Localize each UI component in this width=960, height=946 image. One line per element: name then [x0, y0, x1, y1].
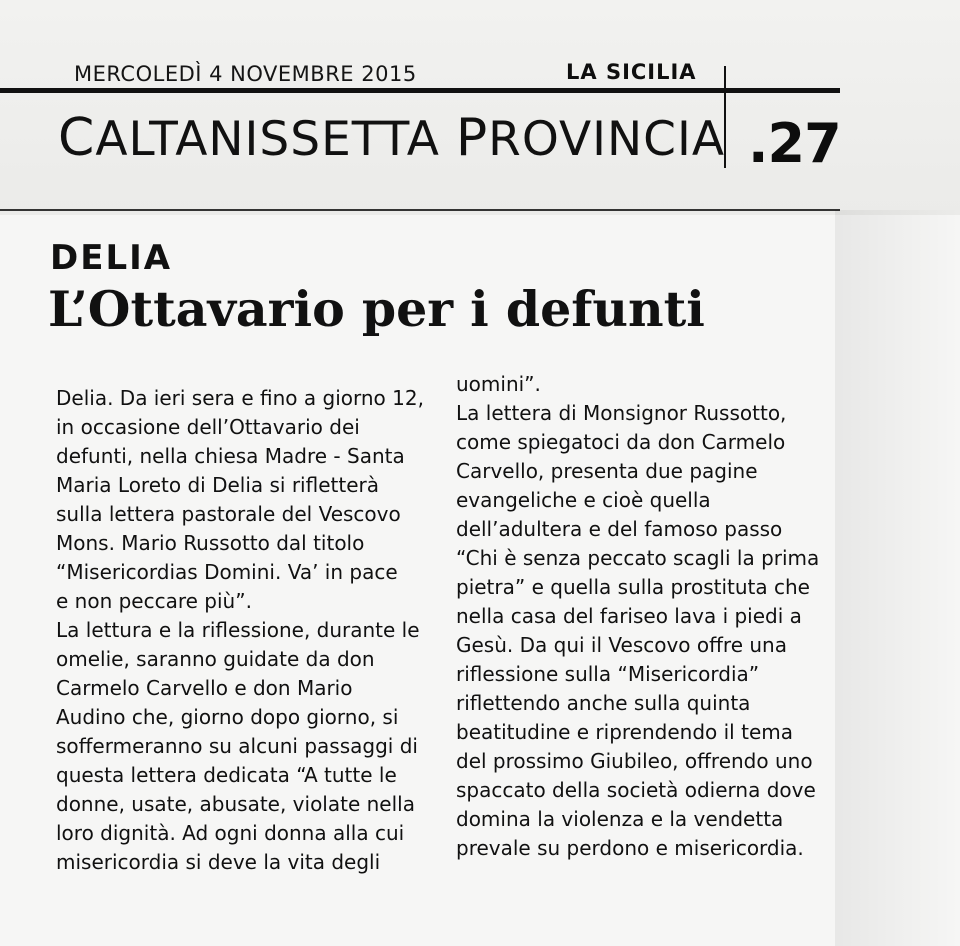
column-line: Gesù. Da qui il Vescovo offre una — [456, 633, 787, 657]
column-line: “Misericordias Domini. Va’ in pace — [56, 560, 398, 584]
page-edge-shadow — [835, 210, 960, 946]
newspaper-name: LA SICILIA — [566, 60, 697, 84]
column-line: prevale su perdono e misericordia. — [456, 836, 804, 860]
column-line: misericordia si deve la vita degli — [56, 850, 381, 874]
column-line: sulla lettera pastorale del Vescovo — [56, 502, 401, 526]
column-line: uomini”. — [456, 372, 541, 396]
column-line: soffermeranno su alcuni passaggi di — [56, 734, 418, 758]
section-rule — [0, 209, 840, 211]
column-line: questa lettera dedicata “A tutte le — [56, 763, 397, 787]
column-line: pietra” e quella sulla prostituta che — [456, 575, 810, 599]
section-title-part1: ALTANISSETTA — [95, 112, 456, 167]
column-line: donne, usate, abusate, violate nella — [56, 792, 415, 816]
column-line: in occasione dell’Ottavario dei — [56, 415, 360, 439]
column-line: del prossimo Giubileo, offrendo uno — [456, 749, 813, 773]
column-line: Carvello, presenta due pagine — [456, 459, 758, 483]
column-line: evangeliche e cioè quella — [456, 488, 711, 512]
section-title-initial-p: P — [455, 108, 489, 168]
column-line: e non peccare più”. — [56, 589, 252, 613]
column-line: nella casa del fariseo lava i piedi a — [456, 604, 802, 628]
column-line: Carmelo Carvello e don Mario — [56, 676, 353, 700]
issue-date: MERCOLEDÌ 4 NOVEMBRE 2015 — [74, 62, 417, 86]
bleed-through-text-left — [0, 238, 45, 898]
column-line: come spiegatoci da don Carmelo — [456, 430, 786, 454]
column-line: La lettera di Monsignor Russotto, — [456, 401, 787, 425]
section-title — [58, 108, 725, 168]
column-line: riflettendo anche sulla quinta — [456, 691, 751, 715]
column-line: domina la violenza e la vendetta — [456, 807, 784, 831]
column-line: Mons. Mario Russotto dal titolo — [56, 531, 365, 555]
article-column-left — [56, 384, 424, 877]
section-title-initial-c: C — [58, 108, 96, 168]
section-title-part2: ROVINCIA — [488, 112, 725, 167]
page-number: .27 — [748, 112, 841, 175]
column-line: riflessione sulla “Misericordia” — [456, 662, 760, 686]
column-line: beatitudine e riprendendo il tema — [456, 720, 793, 744]
column-line: omelie, saranno guidate da don — [56, 647, 375, 671]
article-column-right — [456, 370, 836, 863]
column-line: Delia. Da ieri sera e fino a giorno 12, — [56, 386, 424, 410]
article-kicker: DELIA — [50, 238, 173, 278]
column-line: “Chi è senza peccato scagli la prima — [456, 546, 820, 570]
column-line: spaccato della società odierna dove — [456, 778, 816, 802]
column-line: La lettura e la riflessione, durante le — [56, 618, 420, 642]
column-line: Maria Loreto di Delia si rifletterà — [56, 473, 379, 497]
column-line: dell’adultera e del famoso passo — [456, 517, 783, 541]
column-line: Audino che, giorno dopo giorno, si — [56, 705, 399, 729]
column-line: defunti, nella chiesa Madre - Santa — [56, 444, 405, 468]
article-headline: L’Ottavario per i defunti — [48, 280, 705, 338]
column-line: loro dignità. Ad ogni donna alla cui — [56, 821, 405, 845]
masthead-rule — [0, 88, 840, 93]
